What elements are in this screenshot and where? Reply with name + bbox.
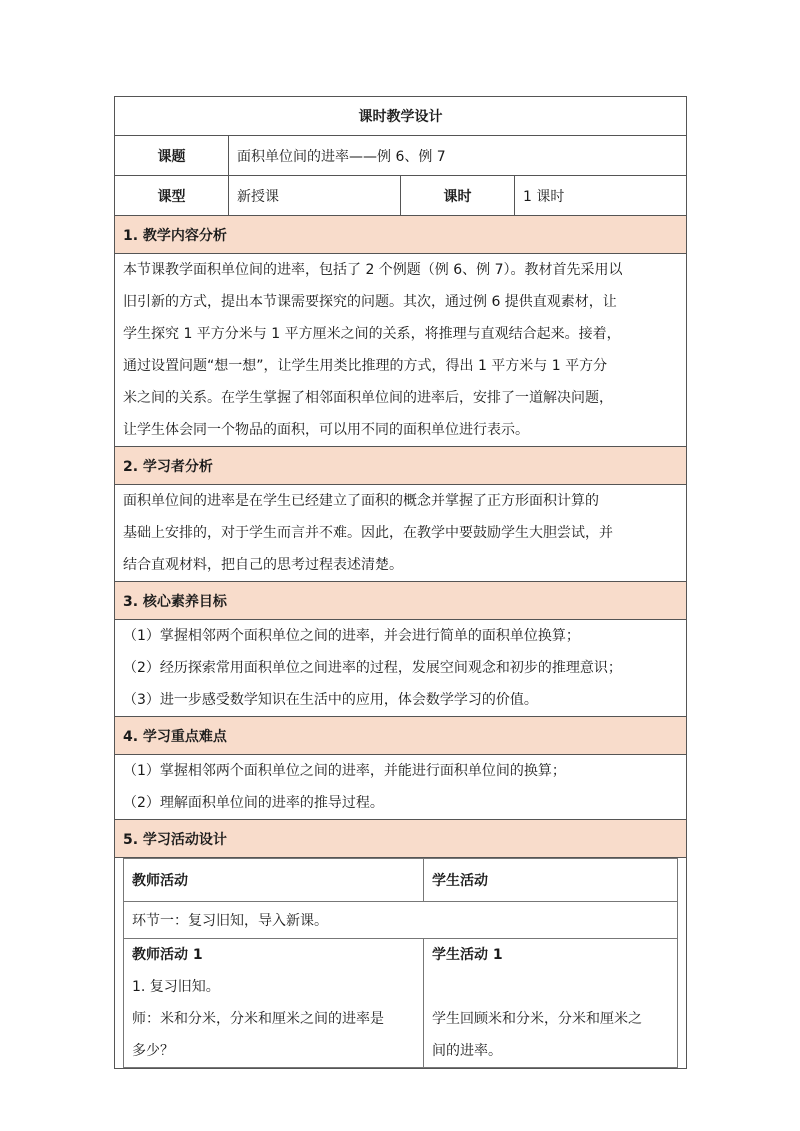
- section-heading: 5. 学习活动设计: [115, 820, 687, 858]
- text-line: 基础上安排的，对于学生而言并不难。因此，在教学中要鼓励学生大胆尝试，并: [123, 525, 613, 541]
- text-line: 结合直观材料，把自己的思考过程表述清楚。: [123, 557, 403, 573]
- student-activity-header: 学生活动: [424, 859, 678, 902]
- lesson-plan-table: [114, 96, 687, 1069]
- activity-container: [115, 858, 687, 1069]
- text-line: 米之间的关系。在学生掌握了相邻面积单位间的进率后，安排了一道解决问题，: [123, 390, 613, 406]
- teacher-activity-title: 教师活动 1: [132, 947, 203, 963]
- text-line: 本节课教学面积单位间的进率，包括了 2 个例题（例 6、例 7）。教材首先采用以: [123, 262, 623, 278]
- topic-value: 面积单位间的进率——例 6、例 7: [229, 136, 687, 176]
- topic-label: 课题: [115, 136, 229, 176]
- section-heading: 2. 学习者分析: [115, 447, 687, 485]
- lesson-plan-sheet: [114, 96, 686, 1069]
- text-line: 间的进率。: [432, 1043, 502, 1059]
- text-line: 旧引新的方式，提出本节课需要探究的问题。其次，通过例 6 提供直观素材，让: [123, 294, 617, 310]
- section-heading: 4. 学习重点难点: [115, 717, 687, 755]
- period-value: 1 课时: [515, 176, 687, 216]
- text-line: 学生回顾米和分米，分米和厘米之: [432, 1011, 642, 1027]
- text-line: 1. 复习旧知。: [132, 979, 220, 995]
- teacher-activity-cell: [124, 939, 424, 1068]
- section-body: [115, 620, 687, 717]
- section-heading: 1. 教学内容分析: [115, 216, 687, 254]
- text-line: （3）进一步感受数学知识在生活中的应用，体会数学学习的价值。: [123, 692, 538, 708]
- text-line: （1）掌握相邻两个面积单位之间的进率，并能进行面积单位间的换算；: [123, 763, 566, 779]
- text-line: 学生探究 1 平方分米与 1 平方厘米之间的关系，将推理与直观结合起来。接着，: [123, 326, 621, 342]
- spacer: [432, 971, 669, 1003]
- period-label: 课时: [401, 176, 515, 216]
- section-body: [115, 755, 687, 820]
- text-line: 面积单位间的进率是在学生已经建立了面积的概念并掌握了正方形面积计算的: [123, 493, 599, 509]
- type-value: 新授课: [229, 176, 401, 216]
- section-body: [115, 485, 687, 582]
- document-title: 课时教学设计: [115, 97, 687, 136]
- text-line: 师：米和分米，分米和厘米之间的进率是: [132, 1011, 384, 1027]
- section-body: [115, 254, 687, 447]
- text-line: 多少？: [132, 1043, 174, 1059]
- text-line: 通过设置问题“想一想”，让学生用类比推理的方式，得出 1 平方米与 1 平方分: [123, 358, 608, 374]
- text-line: （2）经历探索常用面积单位之间进率的过程，发展空间观念和初步的推理意识；: [123, 660, 622, 676]
- activity-table: [123, 858, 678, 1068]
- section-heading: 3. 核心素养目标: [115, 582, 687, 620]
- teacher-activity-header: 教师活动: [124, 859, 424, 902]
- text-line: （1）掌握相邻两个面积单位之间的进率，并会进行简单的面积单位换算；: [123, 628, 580, 644]
- text-line: 让学生体会同一个物品的面积，可以用不同的面积单位进行表示。: [123, 422, 529, 438]
- stage-row: 环节一：复习旧知，导入新课。: [124, 902, 678, 939]
- student-activity-cell: [424, 939, 678, 1068]
- text-line: （2）理解面积单位间的进率的推导过程。: [123, 795, 384, 811]
- student-activity-title: 学生活动 1: [432, 947, 503, 963]
- type-label: 课型: [115, 176, 229, 216]
